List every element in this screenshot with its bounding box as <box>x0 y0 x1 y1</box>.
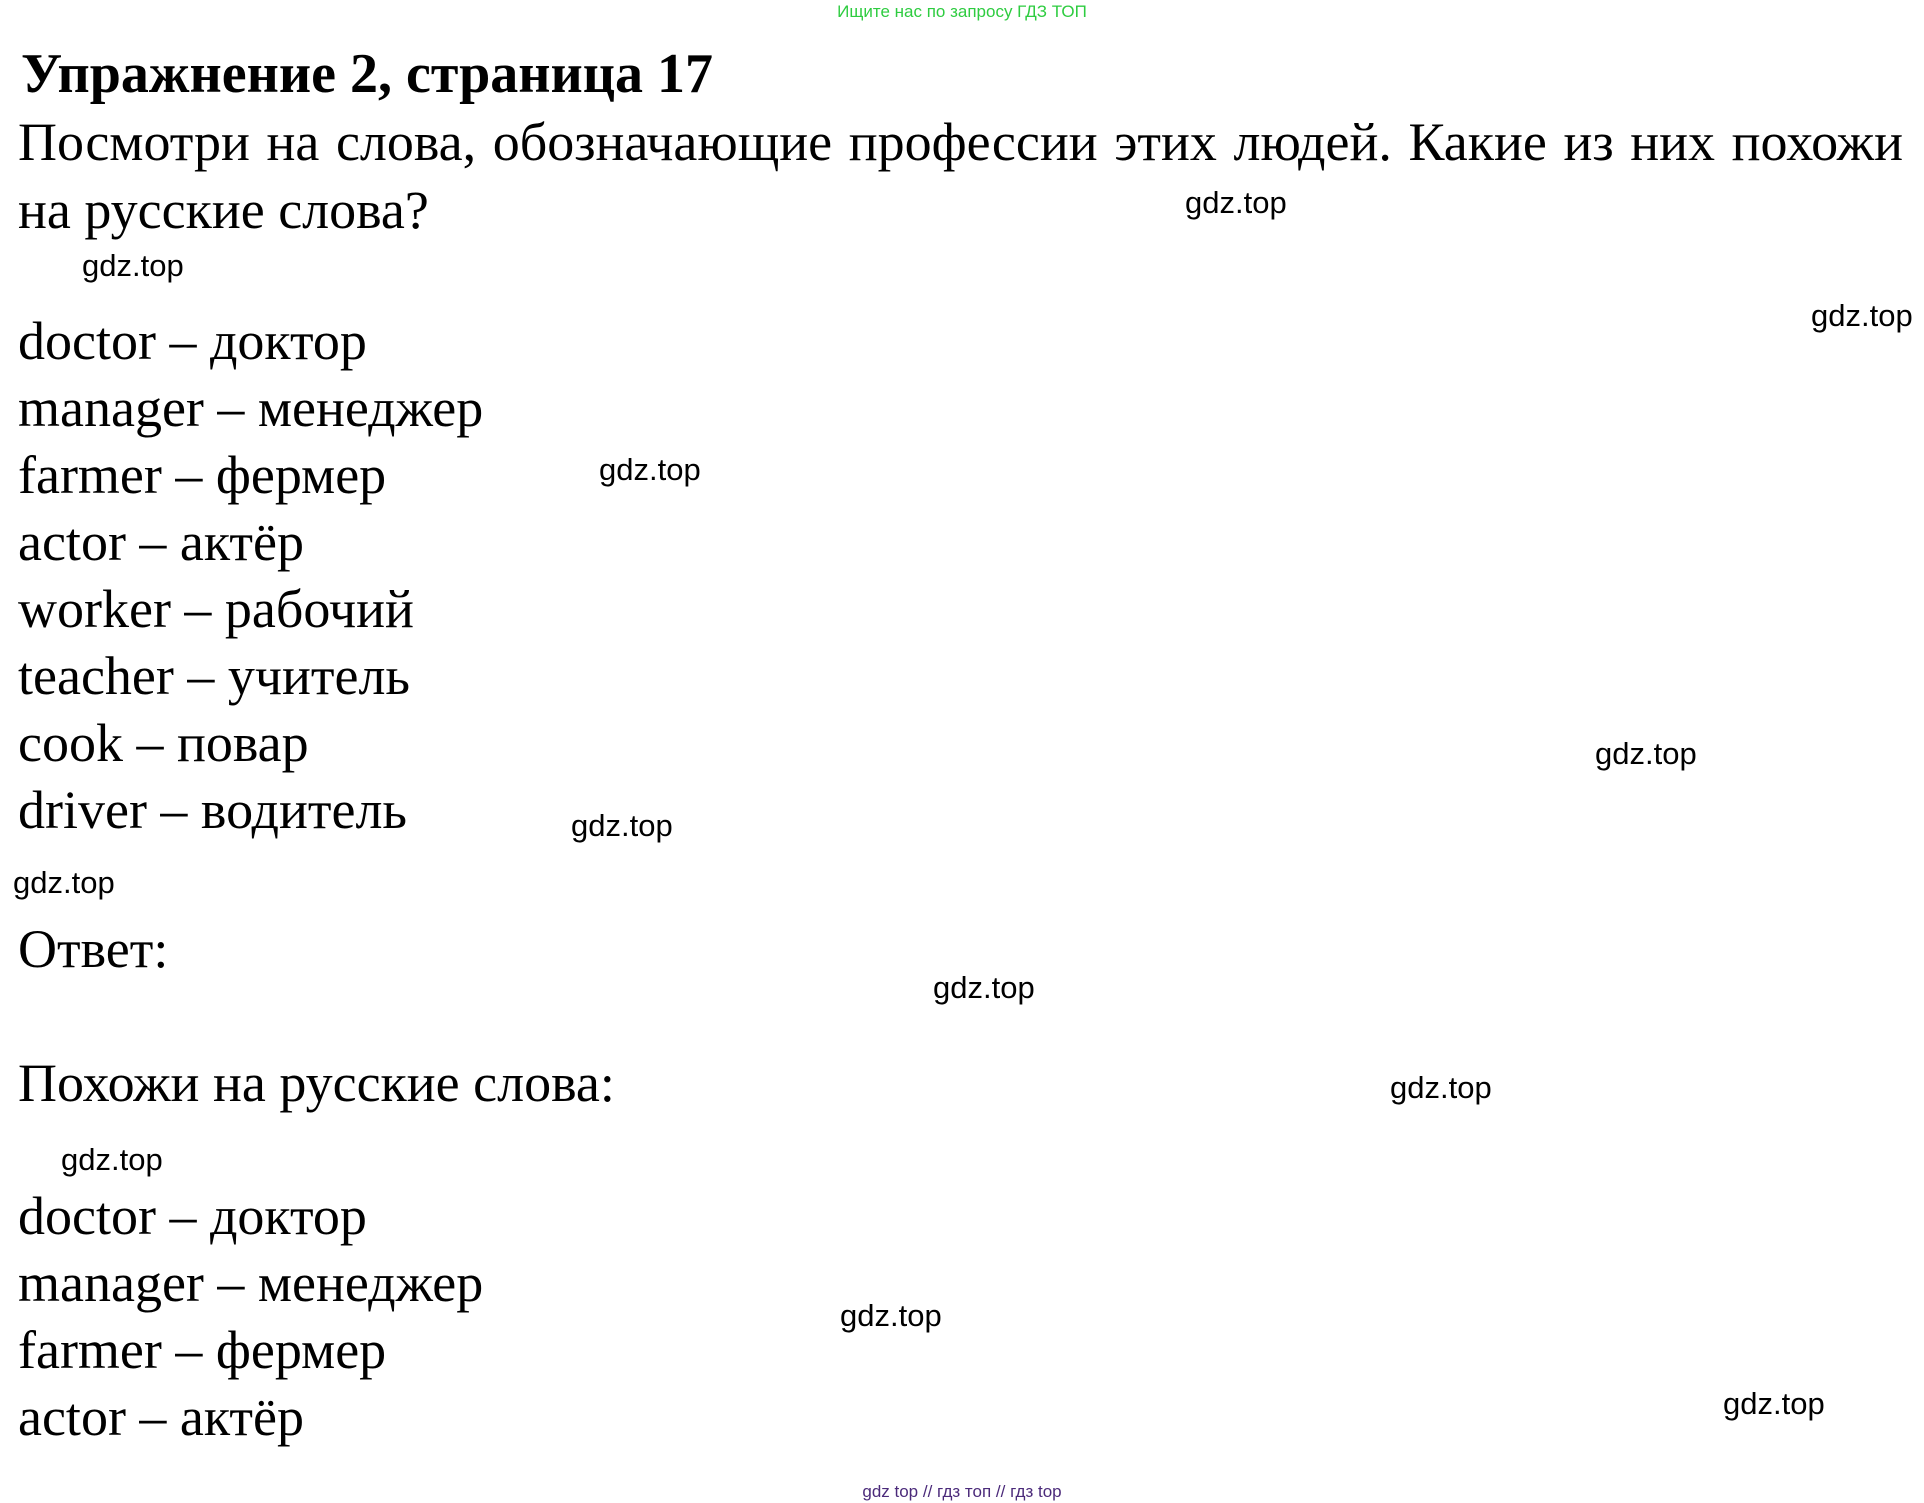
word-pair: driver – водитель <box>18 780 408 840</box>
footer-links <box>0 1482 1924 1502</box>
watermark: gdz.top <box>1185 185 1287 220</box>
watermark: gdz.top <box>1811 298 1913 333</box>
watermark: gdz.top <box>61 1142 163 1177</box>
top-banner: Ищите нас по запросу ГДЗ ТОП <box>837 2 1087 21</box>
watermark: gdz.top <box>1723 1386 1825 1421</box>
footer-link[interactable]: гдз топ <box>937 1482 992 1501</box>
watermark: gdz.top <box>933 970 1035 1005</box>
word-pair: worker – рабочий <box>18 579 414 639</box>
watermark: gdz.top <box>1390 1070 1492 1105</box>
word-list <box>18 308 483 844</box>
exercise-title: Упражнение 2, страница 17 <box>21 43 714 105</box>
watermark: gdz.top <box>571 808 673 843</box>
footer-separator: // <box>922 1482 933 1501</box>
word-pair: doctor – доктор <box>18 311 367 371</box>
footer-link[interactable]: гдз top <box>1010 1482 1062 1501</box>
watermark: gdz.top <box>599 452 701 487</box>
similar-word-pair: manager – менеджер <box>18 1253 484 1313</box>
task-text: Посмотри на слова, обозначающие профессии этих людей. Какие из них похожи на русские слова? <box>18 112 1903 240</box>
footer-link[interactable]: gdz top <box>862 1482 919 1501</box>
similar-word-pair: doctor – доктор <box>18 1186 367 1246</box>
similar-word-pair: farmer – фермер <box>18 1320 387 1380</box>
word-pair: actor – актёр <box>18 512 304 572</box>
similar-word-pair: actor – актёр <box>18 1387 304 1447</box>
word-pair: teacher – учитель <box>18 646 411 706</box>
word-pair: cook – повар <box>18 713 309 773</box>
similar-words-label: Похожи на русские слова: <box>18 1053 615 1113</box>
watermark: gdz.top <box>1595 736 1697 771</box>
similar-word-list <box>18 1183 483 1451</box>
answer-label: Ответ: <box>18 919 169 979</box>
word-pair: manager – менеджер <box>18 378 484 438</box>
watermark: gdz.top <box>13 865 115 900</box>
watermark: gdz.top <box>840 1298 942 1333</box>
footer-separator: // <box>995 1482 1006 1501</box>
word-pair: farmer – фермер <box>18 445 387 505</box>
watermark: gdz.top <box>82 248 184 283</box>
